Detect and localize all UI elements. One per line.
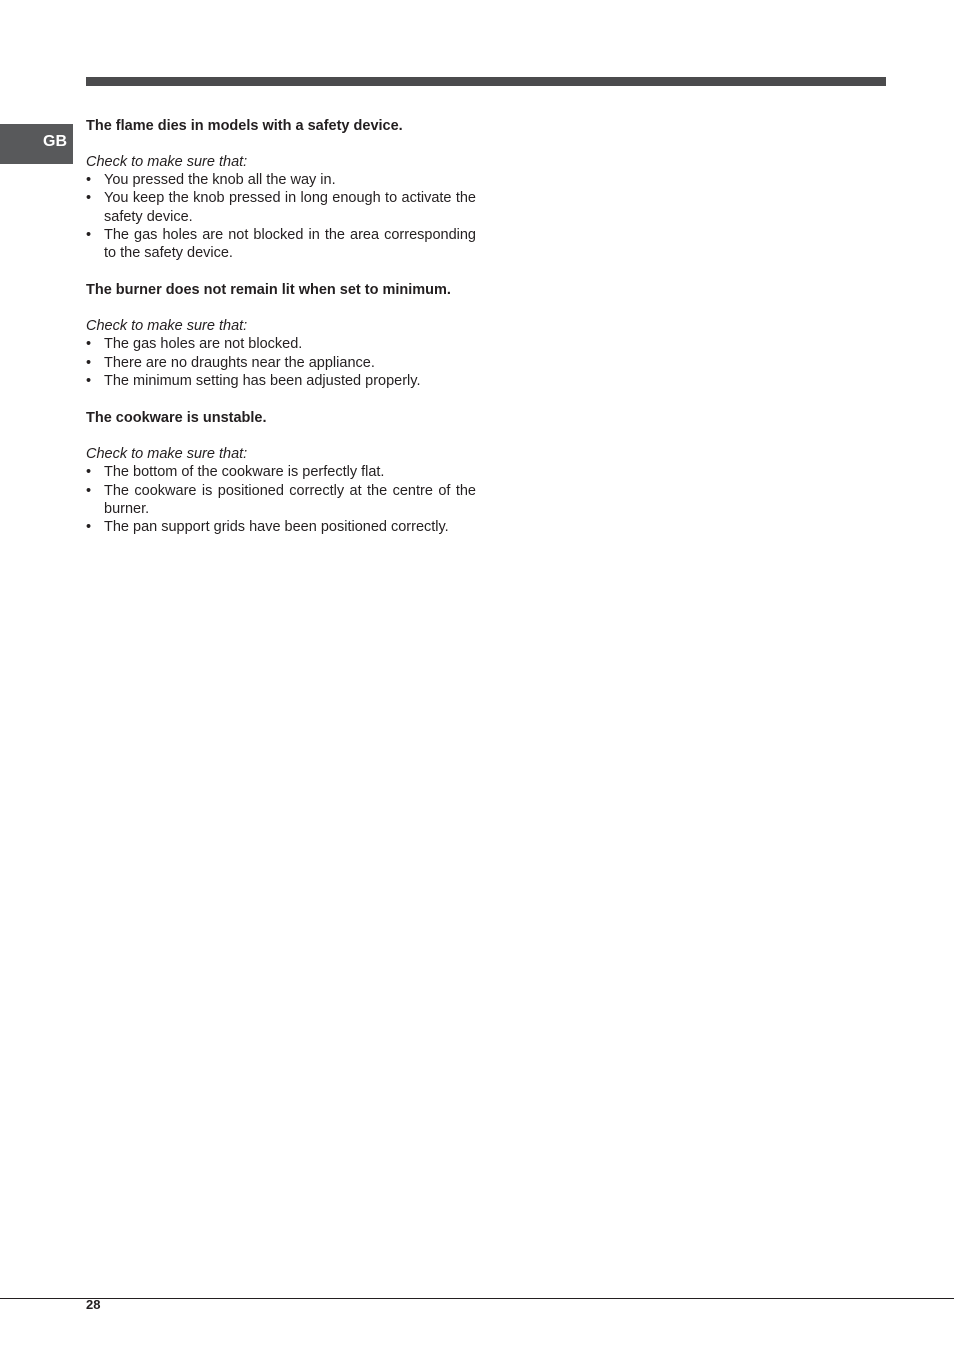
list-item-text: The pan support grids have been positioned correctly. xyxy=(104,519,449,536)
list-item-text: The bottom of the cookware is perfectly flat. xyxy=(104,464,385,481)
list-item xyxy=(86,171,476,189)
list-item-text: The minimum setting has been adjusted properly. xyxy=(104,373,421,390)
section-heading: The cookware is unstable. xyxy=(86,410,267,427)
bullet-icon: • xyxy=(86,482,92,499)
check-list xyxy=(86,335,476,390)
list-item xyxy=(86,189,476,226)
bullet-icon: • xyxy=(86,226,92,243)
bullet-icon: • xyxy=(86,354,92,371)
list-item xyxy=(86,518,476,536)
page-number: 28 xyxy=(86,1297,101,1312)
section-cookware-unstable xyxy=(86,409,476,536)
section-heading: The flame dies in models with a safety device. xyxy=(86,118,403,134)
section-burner-minimum xyxy=(86,281,476,390)
list-item-text: The gas holes are not blocked in the area corresponding to the safety device. xyxy=(104,226,476,262)
check-list xyxy=(86,171,476,262)
check-intro: Check to make sure that: xyxy=(86,446,248,463)
list-item xyxy=(86,482,476,519)
list-item-text: You keep the knob pressed in long enough to activate the safety device. xyxy=(104,190,476,225)
section-flame-dies xyxy=(86,117,476,262)
bullet-icon: • xyxy=(86,519,92,536)
check-intro: Check to make sure that: xyxy=(86,154,248,170)
troubleshooting-content xyxy=(86,117,476,556)
bullet-icon: • xyxy=(86,464,92,481)
section-heading: The burner does not remain lit when set to minimum. xyxy=(86,282,451,299)
check-intro: Check to make sure that: xyxy=(86,318,248,335)
bullet-icon: • xyxy=(86,190,92,207)
list-item xyxy=(86,372,476,390)
list-item xyxy=(86,463,476,481)
header-rule xyxy=(86,77,886,86)
language-tab: GB xyxy=(0,124,73,164)
bullet-icon: • xyxy=(86,172,92,188)
footer-rule xyxy=(0,1298,954,1299)
bullet-icon: • xyxy=(86,336,92,353)
list-item-text: The cookware is positioned correctly at the centre of the burner. xyxy=(104,482,476,517)
list-item-text: There are no draughts near the appliance. xyxy=(104,354,375,371)
check-list xyxy=(86,463,476,536)
list-item xyxy=(86,354,476,372)
list-item xyxy=(86,335,476,353)
list-item-text: The gas holes are not blocked. xyxy=(104,336,303,353)
list-item-text: You pressed the knob all the way in. xyxy=(104,172,336,188)
list-item xyxy=(86,226,476,263)
bullet-icon: • xyxy=(86,373,92,390)
